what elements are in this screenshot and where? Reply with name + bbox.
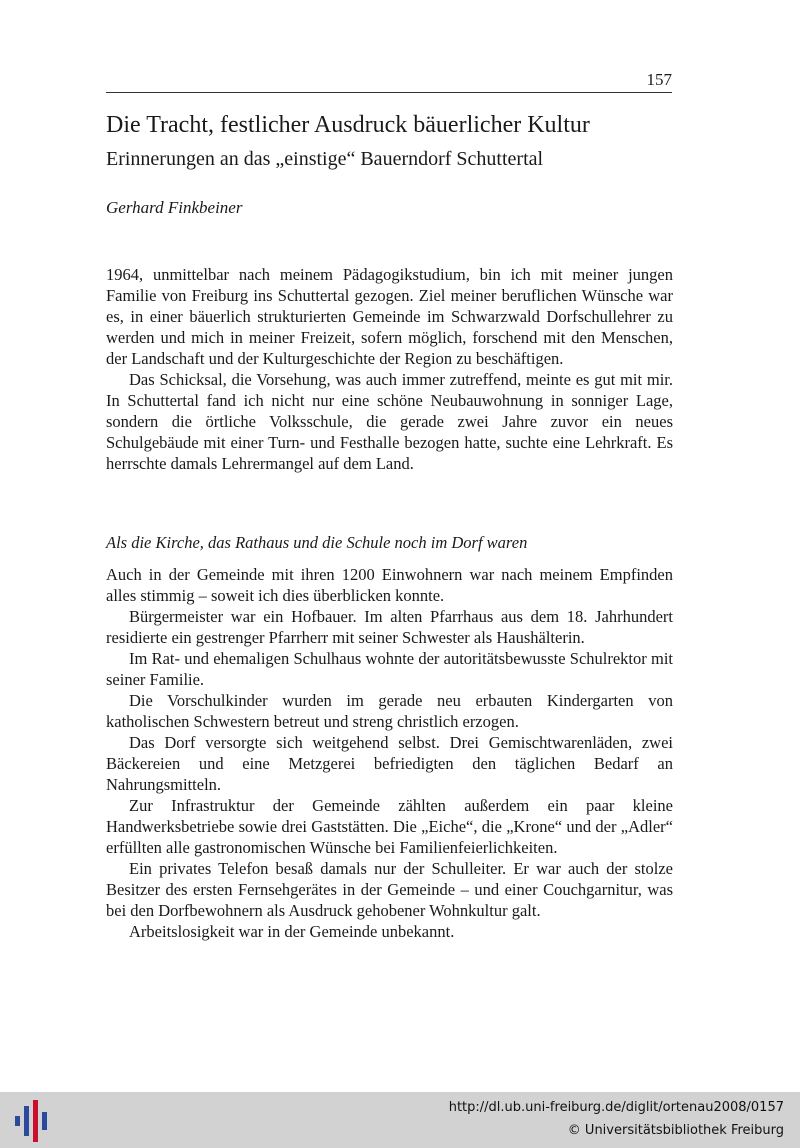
paragraph: 1964, unmittelbar nach meinem Pädagogikstudium, bin ich mit meiner jungen Familie von Freiburg ins Schuttertal gezogen. Ziel meiner beruflichen Wünsche war es, in einer bäuerlich strukturierten Gemeinde im Schwarzwald Dorfschullehrer zu werden und mich in meiner Freizeit, sofern möglich, forschend mit den Menschen, der Landschaft und der Kulturgeschichte der Region zu beschäftigen. — [106, 265, 673, 368]
paragraph: Ein privates Telefon besaß damals nur der Schulleiter. Er war auch der stolze Besitzer des ersten Fernsehgerätes in der Gemeinde – und einer Couchgarnitur, was bei den Dorfbewohnern als Ausdruck gehobener Wohnkultur galt. — [106, 859, 673, 920]
paragraph: Das Schicksal, die Vorsehung, was auch immer zutreffend, meinte es gut mit mir. In Schuttertal fand ich nicht nur eine schöne Neubauwohnung in sonniger Lage, sondern die örtliche Volksschule, die gerade zwei Jahre zuvor ein neues Schulgebäude mit einer Turn- und Festhalle bezogen hatte, suchte eine Lehrkraft. Es herrschte damals Lehrermangel auf dem Land. — [106, 370, 673, 473]
intro-text — [106, 264, 673, 474]
paragraph: Das Dorf versorgte sich weitgehend selbst. Drei Gemischtwarenläden, zwei Bäckereien und eine Metzgerei befriedigten den täglichen Bedarf an Nahrungsmitteln. — [106, 733, 673, 794]
footer-copyright: © Universitätsbibliothek Freiburg — [567, 1123, 784, 1138]
paragraph: Zur Infrastruktur der Gemeinde zählten außerdem ein paar kleine Handwerksbetriebe sowie drei Gaststätten. Die „Eiche“, die „Krone“ und der „Adler“ erfüllten alle gastronomischen Wünsche bei Familienfeierlichkeiten. — [106, 796, 673, 857]
header-rule — [106, 92, 672, 93]
paragraph: Die Vorschulkinder wurden im gerade neu erbauten Kindergarten von katholischen Schwestern betreut und streng christlich erzogen. — [106, 691, 673, 731]
footer-url-link[interactable]: http://dl.ub.uni-freiburg.de/diglit/ortenau2008/0157 — [448, 1100, 784, 1115]
article-author: Gerhard Finkbeiner — [106, 198, 243, 217]
paragraph: Im Rat- und ehemaligen Schulhaus wohnte der autoritätsbewusste Schulrektor mit seiner Familie. — [106, 649, 673, 689]
paragraph: Arbeitslosigkeit war in der Gemeinde unbekannt. — [129, 922, 455, 941]
section-text — [106, 564, 673, 942]
paragraph: Auch in der Gemeinde mit ihren 1200 Einwohnern war nach meinem Empfinden alles stimmig – soweit ich dies überblicken konnte. — [106, 565, 673, 605]
article-title: Die Tracht, festlicher Ausdruck bäuerlicher Kultur — [106, 112, 590, 138]
footer-bar — [0, 1092, 800, 1148]
page-number: 157 — [646, 70, 672, 89]
article-subtitle: Erinnerungen an das „einstige“ Bauerndorf Schuttertal — [106, 148, 544, 170]
section-heading: Als die Kirche, das Rathaus und die Schule noch im Dorf waren — [106, 533, 528, 552]
ub-freiburg-logo-icon — [12, 1100, 52, 1142]
paragraph: Bürgermeister war ein Hofbauer. Im alten Pfarrhaus aus dem 18. Jahrhundert residierte ein gestrenger Pfarrherr mit seiner Schwester als Haushälterin. — [106, 607, 673, 647]
